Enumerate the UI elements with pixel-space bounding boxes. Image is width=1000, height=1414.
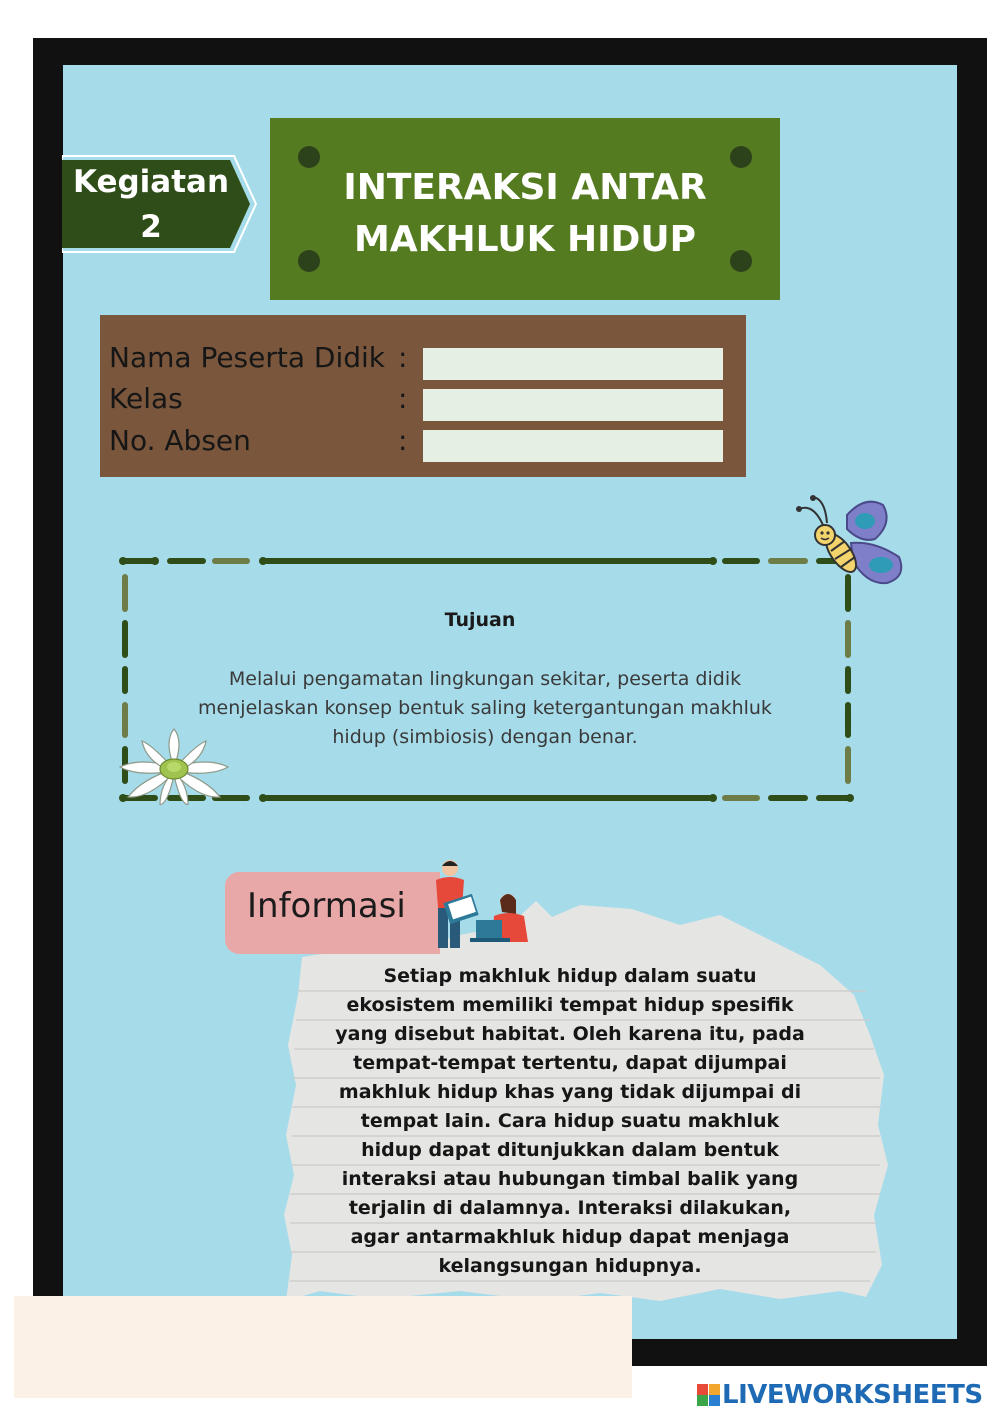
name-colon: : <box>398 341 408 374</box>
information-label: Informasi <box>247 886 406 926</box>
student-info-form <box>100 315 746 477</box>
liveworksheets-wordmark: LIVEWORKSHEETS <box>722 1380 983 1410</box>
butterfly-icon <box>795 495 915 595</box>
attendance-number-colon: : <box>398 424 408 457</box>
class-label: Kelas <box>109 382 183 415</box>
people-studying-icon <box>410 858 535 950</box>
page-title-line2: MAKHLUK HIDUP <box>353 219 697 260</box>
bottom-paper-strip <box>14 1296 632 1398</box>
name-label: Nama Peserta Didik <box>109 341 386 374</box>
activity-label-line2: 2 <box>140 209 162 245</box>
objective-text: Melalui pengamatan lingkungan sekitar, peserta didik menjelaskan konsep bentuk saling ketergantungan makhluk hidup (simbiosis) dengan benar. <box>198 668 772 748</box>
activity-label <box>62 160 240 250</box>
title-plaque <box>270 118 780 300</box>
attendance-number-input[interactable] <box>423 430 723 462</box>
class-input[interactable] <box>423 389 723 421</box>
liveworksheets-logo-icon <box>709 1395 720 1406</box>
liveworksheets-logo-icon <box>697 1384 708 1395</box>
class-colon: : <box>398 382 408 415</box>
lotus-flower-icon <box>118 727 230 805</box>
liveworksheets-logo-icon <box>697 1395 708 1406</box>
liveworksheets-logo-icon <box>709 1384 720 1395</box>
activity-label-line1: Kegiatan <box>72 164 230 200</box>
attendance-number-label: No. Absen <box>109 424 251 457</box>
information-text: Setiap makhluk hidup dalam suatu ekosistem memiliki tempat hidup spesifik yang disebut habitat. Oleh karena itu, pada tempat-tempat tertentu, dapat dijumpai makhluk hidup khas yang tidak dijumpai di tempat lain. Cara hidup suatu makhluk hidup dapat ditunjukkan dalam bentuk interaksi atau hubungan timbal balik yang terjalin di dalamnya. Interaksi dilakukan, agar antarmakhluk hidup dapat menjaga kelangsungan hidupnya. <box>335 965 805 1277</box>
name-input[interactable] <box>423 348 723 380</box>
page-title-line1: INTERAKSI ANTAR <box>343 167 707 208</box>
page-title <box>270 162 780 266</box>
activity-badge <box>62 154 258 254</box>
objective-title: Tujuan <box>444 609 516 631</box>
